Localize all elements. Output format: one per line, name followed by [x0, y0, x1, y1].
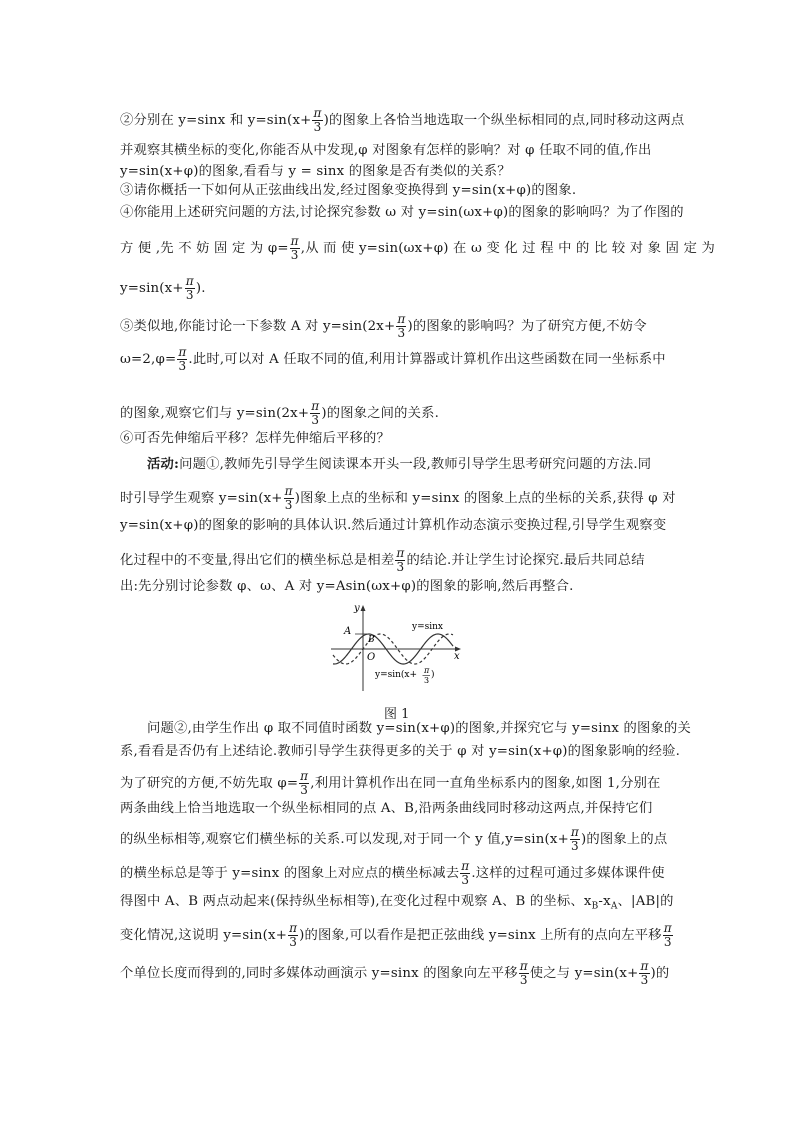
- text-line: [120, 234, 716, 262]
- text-run: 变化情况,这说明 y=sin(x+: [120, 928, 288, 943]
- fraction-denominator: 3: [663, 935, 672, 949]
- fraction-denominator: 3: [519, 973, 528, 987]
- text-line: [120, 578, 678, 596]
- text-run: 问题①,教师先引导学生阅读课本开头一段,教师引导学生思考研究问题的方法.同: [179, 457, 652, 472]
- fraction-numerator: π: [300, 769, 309, 783]
- fraction-denominator: 3: [313, 120, 322, 134]
- text-line: [120, 346, 678, 373]
- fraction-numerator: π: [663, 921, 672, 935]
- fraction: [185, 275, 195, 302]
- fraction: [299, 770, 309, 797]
- fraction-denominator: 3: [284, 498, 293, 512]
- text-line: [120, 743, 681, 761]
- fraction-denominator: 3: [289, 935, 298, 949]
- text-line: [120, 456, 678, 474]
- fraction: [395, 547, 405, 574]
- fraction-denominator: 3: [300, 783, 309, 797]
- text-run: 为了研究的方便,不妨先取 φ=: [120, 776, 299, 791]
- text-run: )的图象,可以看作是把正弦曲线 y=sinx 上所有的点向左平移: [299, 928, 662, 943]
- fraction-numerator: π: [519, 959, 528, 973]
- fraction-numerator: π: [311, 399, 320, 413]
- text-run: .此时,可以对 A 任取不同的值,利用计算器或计算机作出这些函数在同一坐标系中: [188, 352, 666, 367]
- shift-curve-frac-den: 3: [424, 676, 430, 685]
- text-run: 使之与 y=sin(x+: [529, 966, 639, 981]
- text-run: )的图象之间的关系.: [321, 406, 440, 421]
- text-line: [120, 163, 678, 181]
- fraction: [312, 107, 322, 134]
- fraction-numerator: π: [289, 921, 298, 935]
- text-line: [120, 142, 678, 160]
- fraction-numerator: π: [178, 345, 187, 359]
- fraction-denominator: 3: [396, 560, 405, 574]
- text-line: [120, 182, 678, 200]
- shift-curve-label-close: ): [431, 670, 435, 680]
- text-run: )的图象上各恰当地选取一个纵坐标相同的点,同时移动这两点: [323, 113, 685, 128]
- text-line: [120, 547, 678, 574]
- fraction-denominator: 3: [311, 413, 320, 427]
- text-run: ④你能用上述研究问题的方法,讨论探究参数 ω 对 y=sin(ωx+φ)的图象的影响吗？为了作图的: [120, 205, 684, 220]
- text-run: ,从 而 使 y=sin(ωx+φ) 在 ω 变 化 过 程 中 的 比 较 对 象 固 定 为: [300, 241, 716, 256]
- text-run: 的图象,观察它们与 y=sin(2x+: [120, 406, 310, 421]
- text-line: [120, 517, 678, 535]
- y-axis-arrow: [361, 605, 366, 611]
- fraction: [519, 960, 529, 987]
- bold-label: 活动:: [147, 457, 180, 472]
- text-run: 问题②,由学生作出 φ 取不同值时函数 y=sin(x+φ)的图象,并探究它与 y=sinx 的图象的关: [120, 721, 692, 736]
- text-run: 个单位长度而得到的,同时多媒体动画演示 y=sinx 的图象向左平移: [120, 966, 518, 981]
- fraction: [460, 860, 470, 887]
- text-run: 出:先分别讨论参数 φ、ω、A 对 y=Asin(ωx+φ)的图象的影响,然后再整合.: [120, 579, 574, 594]
- subscript: B: [591, 901, 599, 912]
- text-run: ③请你概括一下如何从正弦曲线出发,经过图象变换得到 y=sin(x+φ)的图象.: [120, 183, 577, 198]
- fraction-numerator: π: [570, 825, 580, 839]
- text-line: [120, 313, 678, 340]
- shift-curve-label: y=sin(x+: [375, 670, 418, 680]
- text-line: [120, 960, 678, 987]
- text-run: 时引导学生观察 y=sin(x+: [120, 491, 283, 506]
- text-run: 的纵坐标相等,观察它们横坐标的关系.可以发现,对于同一个 y 值,y=sin(x+: [120, 832, 569, 847]
- fraction-numerator: π: [640, 959, 649, 973]
- fraction: [284, 485, 294, 512]
- fraction-denominator: 3: [178, 359, 187, 373]
- text-run: 得图中 A、B 两点动起来(保持纵坐标相等),在变化过程中观察 A、B 的坐标、x: [120, 894, 592, 909]
- text-line: [120, 800, 678, 818]
- text-run: ②分别在 y=sinx 和 y=sin(x+: [120, 113, 312, 128]
- fraction-denominator: 3: [571, 839, 579, 853]
- fraction: [639, 960, 649, 987]
- text-line: [120, 860, 678, 887]
- text-run: )的图象上的点: [581, 832, 668, 847]
- text-run: ,利用计算机作出在同一直角坐标系内的图象,如图 1,分别在: [310, 776, 661, 791]
- figure-sine-graphs: [327, 601, 465, 693]
- fraction-denominator: 3: [640, 973, 649, 987]
- fraction-denominator: 3: [461, 873, 470, 887]
- text-line: [120, 770, 678, 797]
- fraction: [177, 346, 187, 373]
- text-run: [120, 457, 147, 472]
- x-axis-label: x: [454, 651, 460, 662]
- text-run: ω=2,φ=: [120, 352, 177, 367]
- fraction-numerator: π: [284, 484, 293, 498]
- point-a-label: A: [344, 626, 352, 637]
- fraction-numerator: π: [461, 859, 470, 873]
- text-run: ⑤类似地,你能讨论一下参数 A 对 y=sin(2x+: [120, 319, 396, 334]
- sin-curve-label: y=sinx: [412, 622, 443, 632]
- text-line: [120, 106, 685, 134]
- text-run: )的: [650, 966, 670, 981]
- fraction: [663, 922, 673, 949]
- subscript: A: [610, 901, 618, 912]
- fraction-denominator: 3: [397, 326, 406, 340]
- text-line: [120, 922, 678, 949]
- text-run: y=sin(x+φ)的图象,看看与 y = sinx 的图象是否有类似的关系？: [120, 164, 511, 179]
- text-line: [120, 400, 678, 427]
- text-run: 系,看看是否仍有上述结论.教师引导学生获得更多的关于 φ 对 y=sin(x+φ)的图象影响的经验.: [120, 744, 681, 759]
- text-run: ⑥可否先伸缩后平移？怎样先伸缩后平移的？: [120, 431, 390, 446]
- figure-caption: 图 1: [384, 707, 410, 722]
- text-line: [120, 893, 678, 916]
- text-run: y=sin(x+φ)的图象的影响的具体认识.然后通过计算机作动态演示变换过程,引导学生观察变: [120, 518, 667, 533]
- text-line: [120, 204, 684, 222]
- text-run: -x: [598, 894, 611, 909]
- fraction-denominator: 3: [290, 248, 299, 262]
- fraction: [290, 235, 300, 262]
- origin-label: O: [367, 652, 376, 663]
- fraction-numerator: π: [396, 546, 405, 560]
- text-run: 的结论.并让学生讨论探究.最后共同总结: [406, 553, 645, 568]
- text-run: y=sin(x+: [120, 281, 184, 296]
- text-run: )图象上点的坐标和 y=sinx 的图象上点的坐标的关系,获得 φ 对: [294, 491, 676, 506]
- text-run: .这样的过程可通过多媒体课件使: [471, 866, 665, 881]
- fraction: [288, 922, 298, 949]
- text-run: 并观察其横坐标的变化,你能否从中发现,φ 对图象有怎样的影响？对 φ 任取不同的值,作出: [120, 143, 652, 158]
- text-line: [120, 275, 678, 302]
- fraction-numerator: π: [397, 312, 406, 326]
- fraction: [396, 313, 406, 340]
- fraction-numerator: π: [313, 106, 322, 120]
- text-line: [120, 826, 678, 853]
- y-axis-label: y: [354, 603, 360, 614]
- text-line: [120, 485, 678, 512]
- text-run: 方 便 ,先 不 妨 固 定 为 φ=: [120, 241, 289, 256]
- text-run: 化过程中的不变量,得出它们的横坐标总是相差: [120, 553, 395, 568]
- fraction: [570, 826, 580, 853]
- fraction-denominator: 3: [185, 288, 194, 302]
- fraction-numerator: π: [185, 274, 194, 288]
- text-run: 两条曲线上恰当地选取一个纵坐标相同的点 A、B,沿两条曲线同时移动这两点,并保持它们: [120, 801, 653, 816]
- text-run: 、|AB|的: [617, 894, 674, 909]
- text-run: )的图象的影响吗？为了研究方便,不妨令: [407, 319, 647, 334]
- point-b-label: B: [368, 635, 375, 645]
- fraction: [310, 400, 320, 427]
- text-run: ).: [195, 281, 206, 296]
- shift-curve-frac-num: π: [424, 666, 430, 675]
- text-line: [120, 430, 678, 448]
- text-line: [120, 720, 692, 738]
- text-run: 的横坐标总是等于 y=sinx 的图象上对应点的横坐标减去: [120, 866, 460, 881]
- fraction-numerator: π: [290, 234, 299, 248]
